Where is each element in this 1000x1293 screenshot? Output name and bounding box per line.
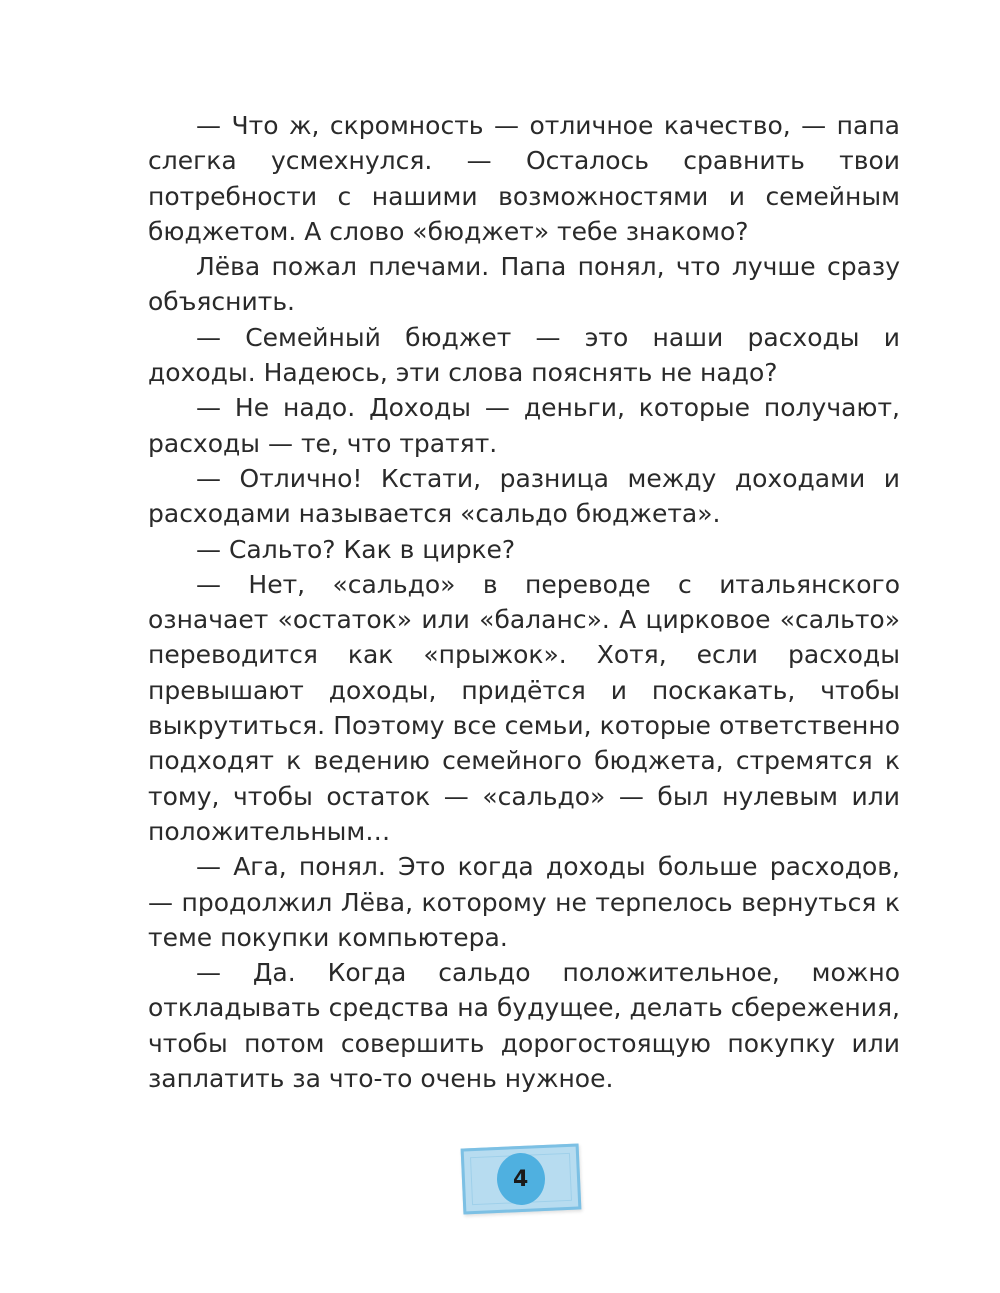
page-number: 4 [513,1166,529,1192]
paragraph: — Не надо. Доходы — деньги, которые получают, расходы — те, что тратят. [148,393,900,458]
paragraph: — Семейный бюджет — это наши расходы и доходы. Надеюсь, эти слова пояснять не надо? [148,322,900,388]
paragraph: — Сальто? Как в цирке? [196,534,516,564]
page-number-badge [461,1143,582,1214]
paragraph: Лёва пожал плечами. Папа понял, что лучше сразу объяснить. [148,252,900,317]
paragraph: — Что ж, скромность — отличное качество, — папа слегка усмехнулся. — Осталось сравнить твои потребности с нашими возможностями и семейным бюджетом. А слово «бюджет» тебе знакомо? [148,111,900,246]
body-text [148,108,900,1096]
paragraph: — Отлично! Кстати, разница между доходами и расходами называется «сальдо бюджета». [148,463,900,529]
paragraph: — Ага, понял. Это когда доходы больше расходов, — продолжил Лёва, которому не терпелось вернуться к теме покупки компьютера. [148,852,900,952]
paragraph: — Да. Когда сальдо положительное, можно откладывать средства на будущее, делать сбережения, чтобы потом совершить дорогостоящую покупку или заплатить за что-то очень нужное. [148,958,900,1094]
paragraph: — Нет, «сальдо» в переводе с итальянского означает «остаток» или «баланс». А цирковое «сальто» переводится как «прыжок». Хотя, если расходы превышают доходы, придётся и поскакать, чтобы выкрутиться. Поэтому все семьи, которые ответственно подходят к ведению семейного бюджета, стремятся к тому, чтобы остаток — «сальдо» — был нулевым или положительным… [148,569,900,846]
